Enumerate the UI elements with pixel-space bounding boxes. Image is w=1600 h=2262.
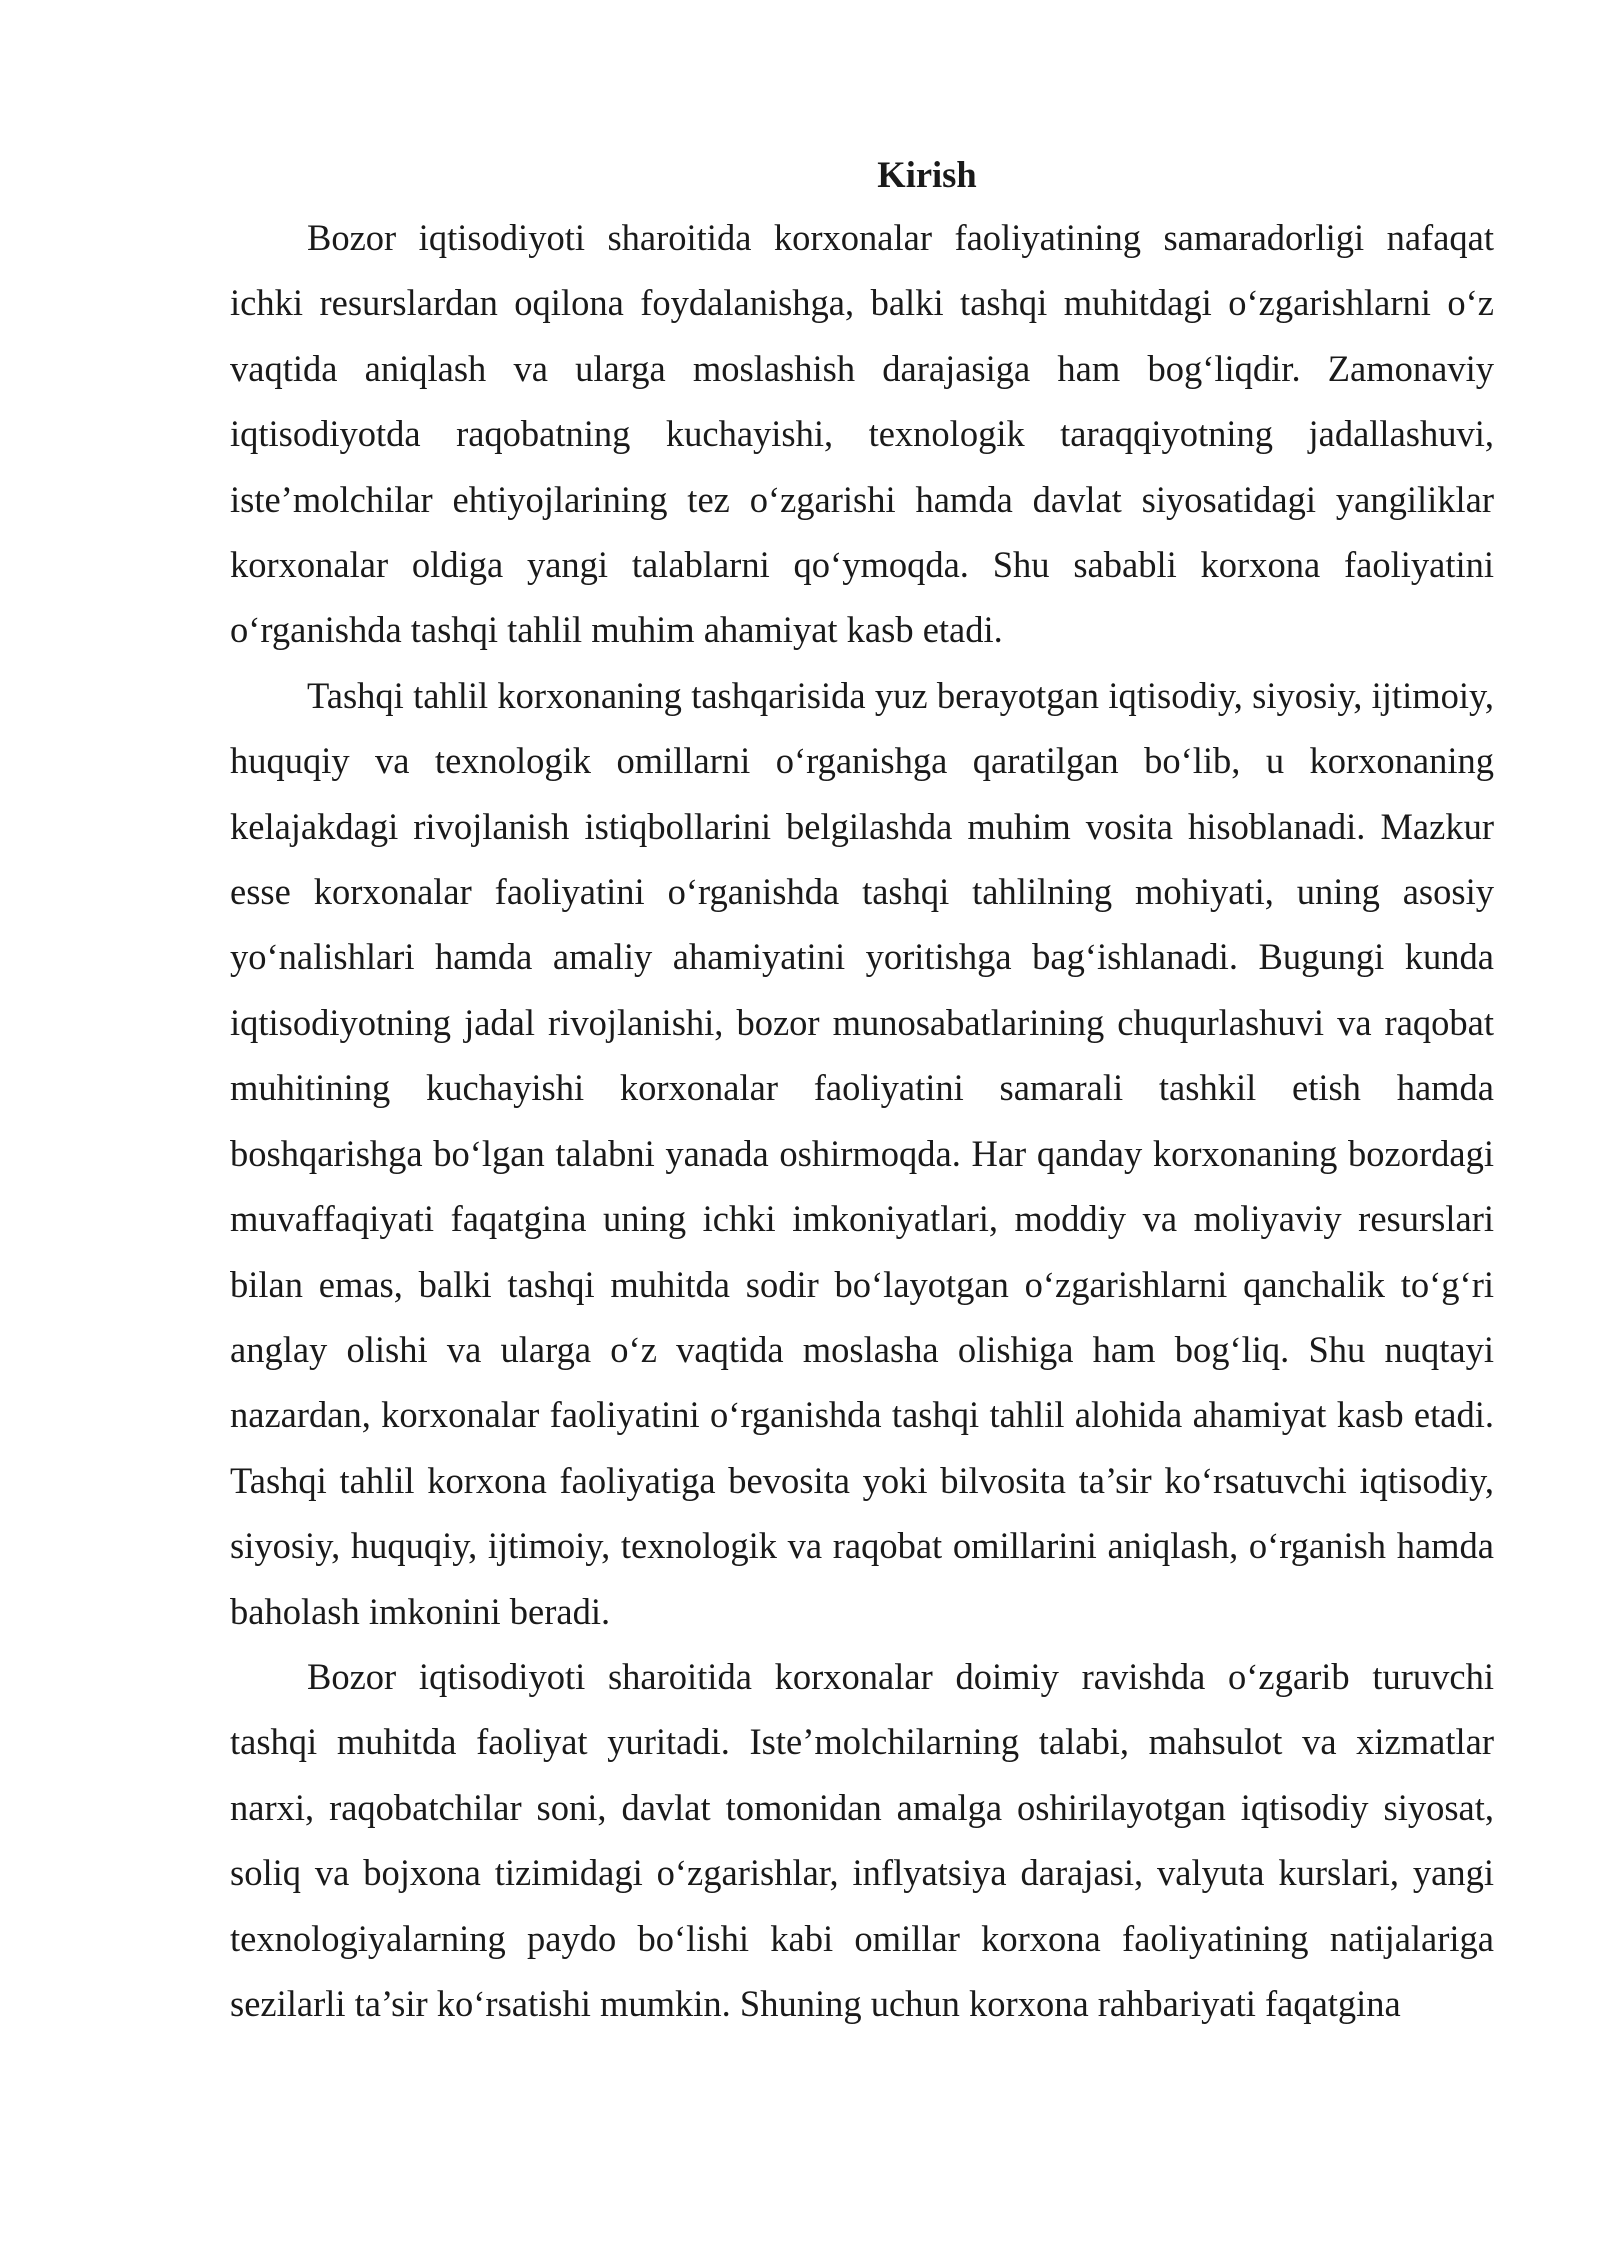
- paragraph-external-analysis: Tashqi tahlil korxonaning tashqarisida yuz berayotgan iqtisodiy, siyosiy, ijtimoiy, huquqiy va texnologik omillarni o‘rganishga qaratilgan bo‘lib, u korxonaning kelajakdagi rivojlanish istiqbollarini belgilashda muhim vosita hisoblanadi. Mazkur esse korxonalar faoliyatini o‘rganishda tashqi tahlilning mohiyati, uning asosiy yo‘nalishlari hamda amaliy ahamiyatini yoritishga bag‘ishlanadi. Bugungi kunda iqtisodiyotning jadal rivojlanishi, bozor munosabatlarining chuqurlashuvi va raqobat muhitining kuchayishi korxonalar faoliyatini samarali tashkil etish hamda boshqarishga bo‘lgan talabni yanada oshirmoqda. Har qanday korxonaning bozordagi muvaffaqiyati faqatgina uning ichki imkoniyatlari, moddiy va moliyaviy resurslari bilan emas, balki tashqi muhitda sodir bo‘layotgan o‘zgarishlarni qanchalik to‘g‘ri anglay olishi va ularga o‘z vaqtida moslasha olishiga ham bog‘liq. Shu nuqtayi nazardan, korxonalar faoliyatini o‘rganishda tashqi tahlil alohida ahamiyat kasb etadi. Tashqi tahlil korxona faoliyatiga bevosita yoki bilvosita ta’sir ko‘rsatuvchi iqtisodiy, siyosiy, huquqiy, ijtimoiy, texnologik va raqobat omillarini aniqlash, o‘rganish hamda baholash imkonini beradi.: [230, 674, 1494, 1632]
- paragraph-intro: Bozor iqtisodiyoti sharoitida korxonalar faoliyatining samaradorligi nafaqat ichki resurslardan oqilona foydalanishga, balki tashqi muhitdagi o‘zgarishlarni o‘z vaqtida aniqlash va ularga moslashish darajasiga ham bog‘liqdir. Zamonaviy iqtisodiyotda raqobatning kuchayishi, texnologik taraqqiyotning jadallashuvi, iste’molchilar ehtiyojlarining tez o‘zgarishi hamda davlat siyosatidagi yangiliklar korxonalar oldiga yangi talablarni qo‘ymoqda. Shu sababli korxona faoliyatini o‘rganishda tashqi tahlil muhim ahamiyat kasb etadi.: [230, 217, 1494, 651]
- document-title: Kirish: [877, 154, 977, 195]
- document-body: [230, 145, 1494, 2036]
- paragraph-market-environment: Bozor iqtisodiyoti sharoitida korxonalar doimiy ravishda o‘zgarib turuvchi tashqi muhitda faoliyat yuritadi. Iste’molchilarning talabi, mahsulot va xizmatlar narxi, raqobatchilar soni, davlat tomonidan amalga oshirilayotgan iqtisodiy siyosat, soliq va bojxona tizimidagi o‘zgarishlar, inflyatsiya darajasi, valyuta kurslari, yangi texnologiyalarning paydo bo‘lishi kabi omillar korxona faoliyatining natijalariga sezilarli ta’sir ko‘rsatishi mumkin. Shuning uchun korxona rahbariyati faqatgina: [230, 1655, 1494, 2024]
